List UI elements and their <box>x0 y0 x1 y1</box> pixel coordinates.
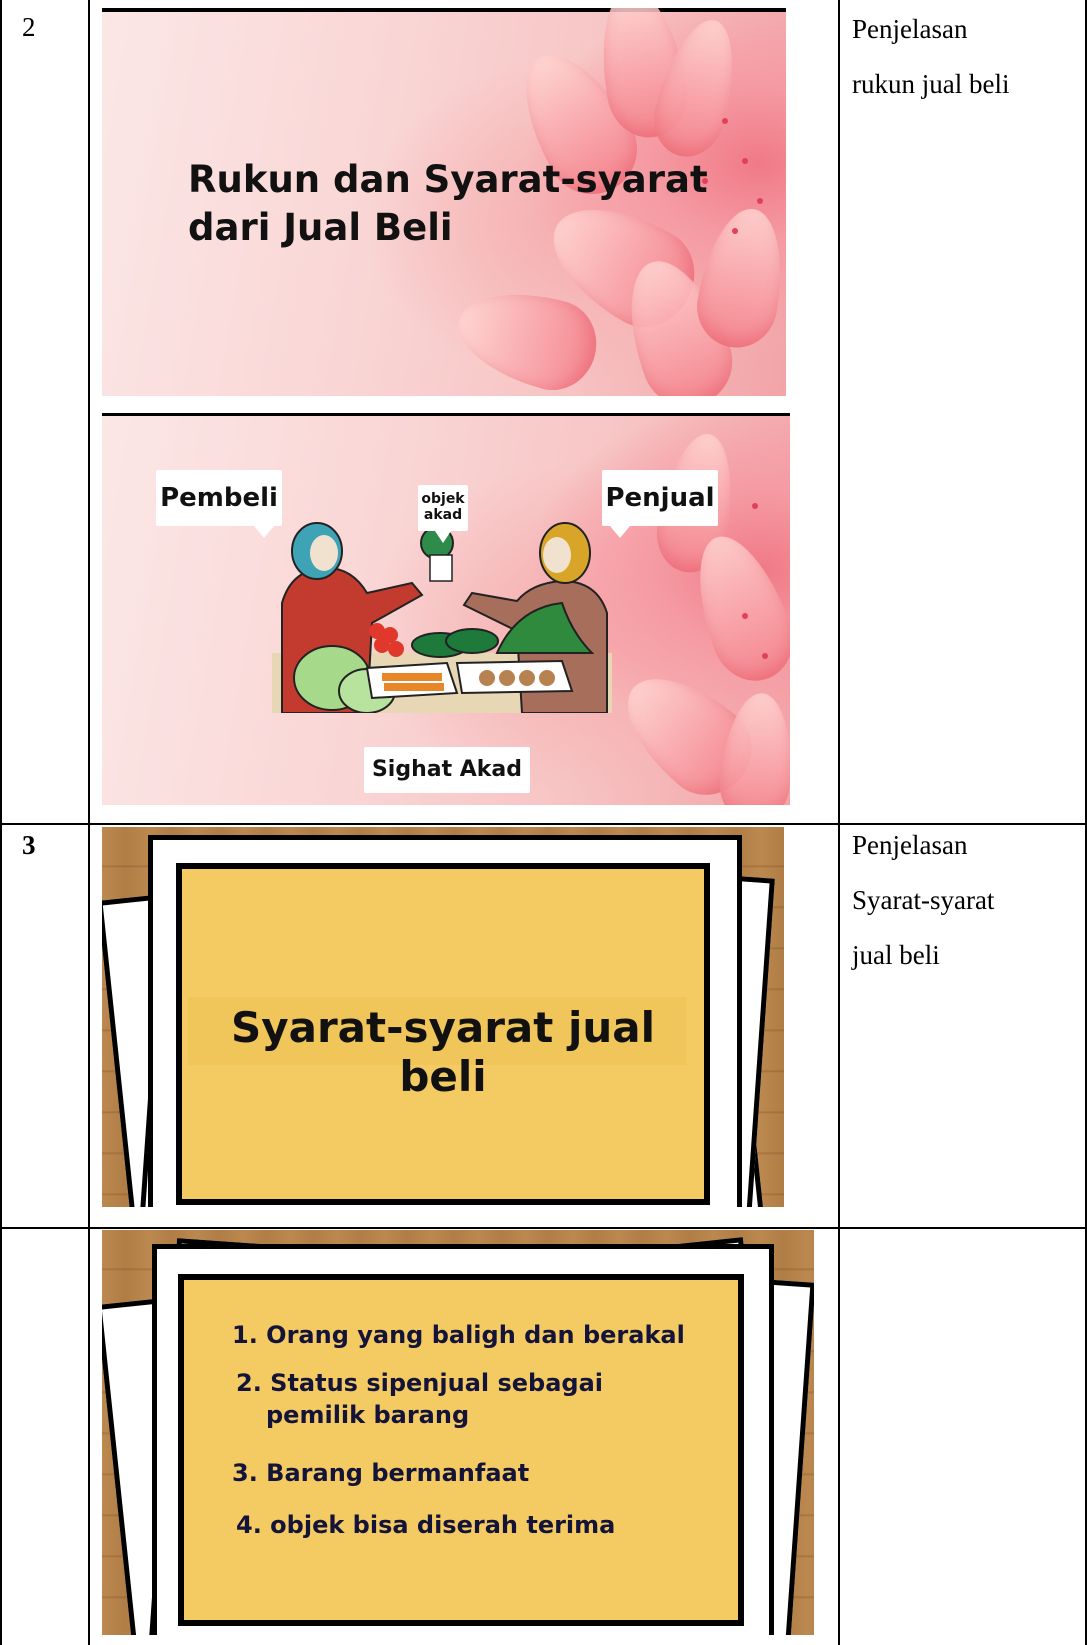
description-line: Syarat-syarat <box>852 885 995 915</box>
slide-title-line: dari Jual Beli <box>188 206 453 249</box>
row-description <box>852 818 1077 983</box>
slide-title-line: Rukun dan Syarat-syarat <box>188 158 708 201</box>
description-line: Penjelasan <box>852 830 968 860</box>
label-sighat-akad: Sighat Akad <box>364 747 530 793</box>
flower-petal <box>716 690 790 805</box>
description-line: rukun jual beli <box>852 69 1010 99</box>
slide-top-border <box>102 413 790 416</box>
flower-petal <box>448 276 607 396</box>
table-row-divider-2 <box>0 1227 1087 1229</box>
flower-stamen <box>752 503 758 509</box>
label-objek-akad-line: objek <box>421 491 465 507</box>
label-objek-akad-line: akad <box>423 507 463 523</box>
list-item: 1. Orang yang baligh dan berakal <box>232 1321 685 1349</box>
syarat-list <box>184 1280 738 1620</box>
row-description <box>852 2 1077 112</box>
row-number: 3 <box>22 830 36 860</box>
flower-stamen <box>722 118 728 124</box>
label-objek-akad <box>418 485 468 531</box>
slide-top-border <box>102 8 786 12</box>
list-item: 2. Status sipenjual sebagai <box>236 1369 604 1397</box>
list-item: 4. objek bisa diserah terima <box>236 1511 616 1539</box>
label-pembeli: Pembeli <box>156 470 282 526</box>
flower-stamen <box>742 613 748 619</box>
slide-syarat-title <box>102 827 784 1207</box>
slide-title: Syarat-syarat jual beli <box>230 1003 656 1101</box>
card-yellow <box>176 863 710 1205</box>
flower-stamen <box>757 198 763 204</box>
slide-title <box>188 156 708 252</box>
slide-market-illustration <box>102 413 790 805</box>
list-item: pemilik barang <box>266 1401 470 1429</box>
label-penjual: Penjual <box>602 470 718 526</box>
flower-stamen <box>732 228 738 234</box>
description-line: Penjelasan <box>852 14 968 44</box>
market-stall-illustration <box>272 513 612 713</box>
slide-syarat-list <box>102 1230 814 1635</box>
flower-stamen <box>762 653 768 659</box>
row-number: 2 <box>22 12 36 42</box>
slide-title-rukun <box>102 8 786 396</box>
card-yellow <box>178 1274 744 1626</box>
flower-stamen <box>742 158 748 164</box>
list-item: 3. Barang bermanfaat <box>232 1459 530 1487</box>
description-line: jual beli <box>852 940 940 970</box>
